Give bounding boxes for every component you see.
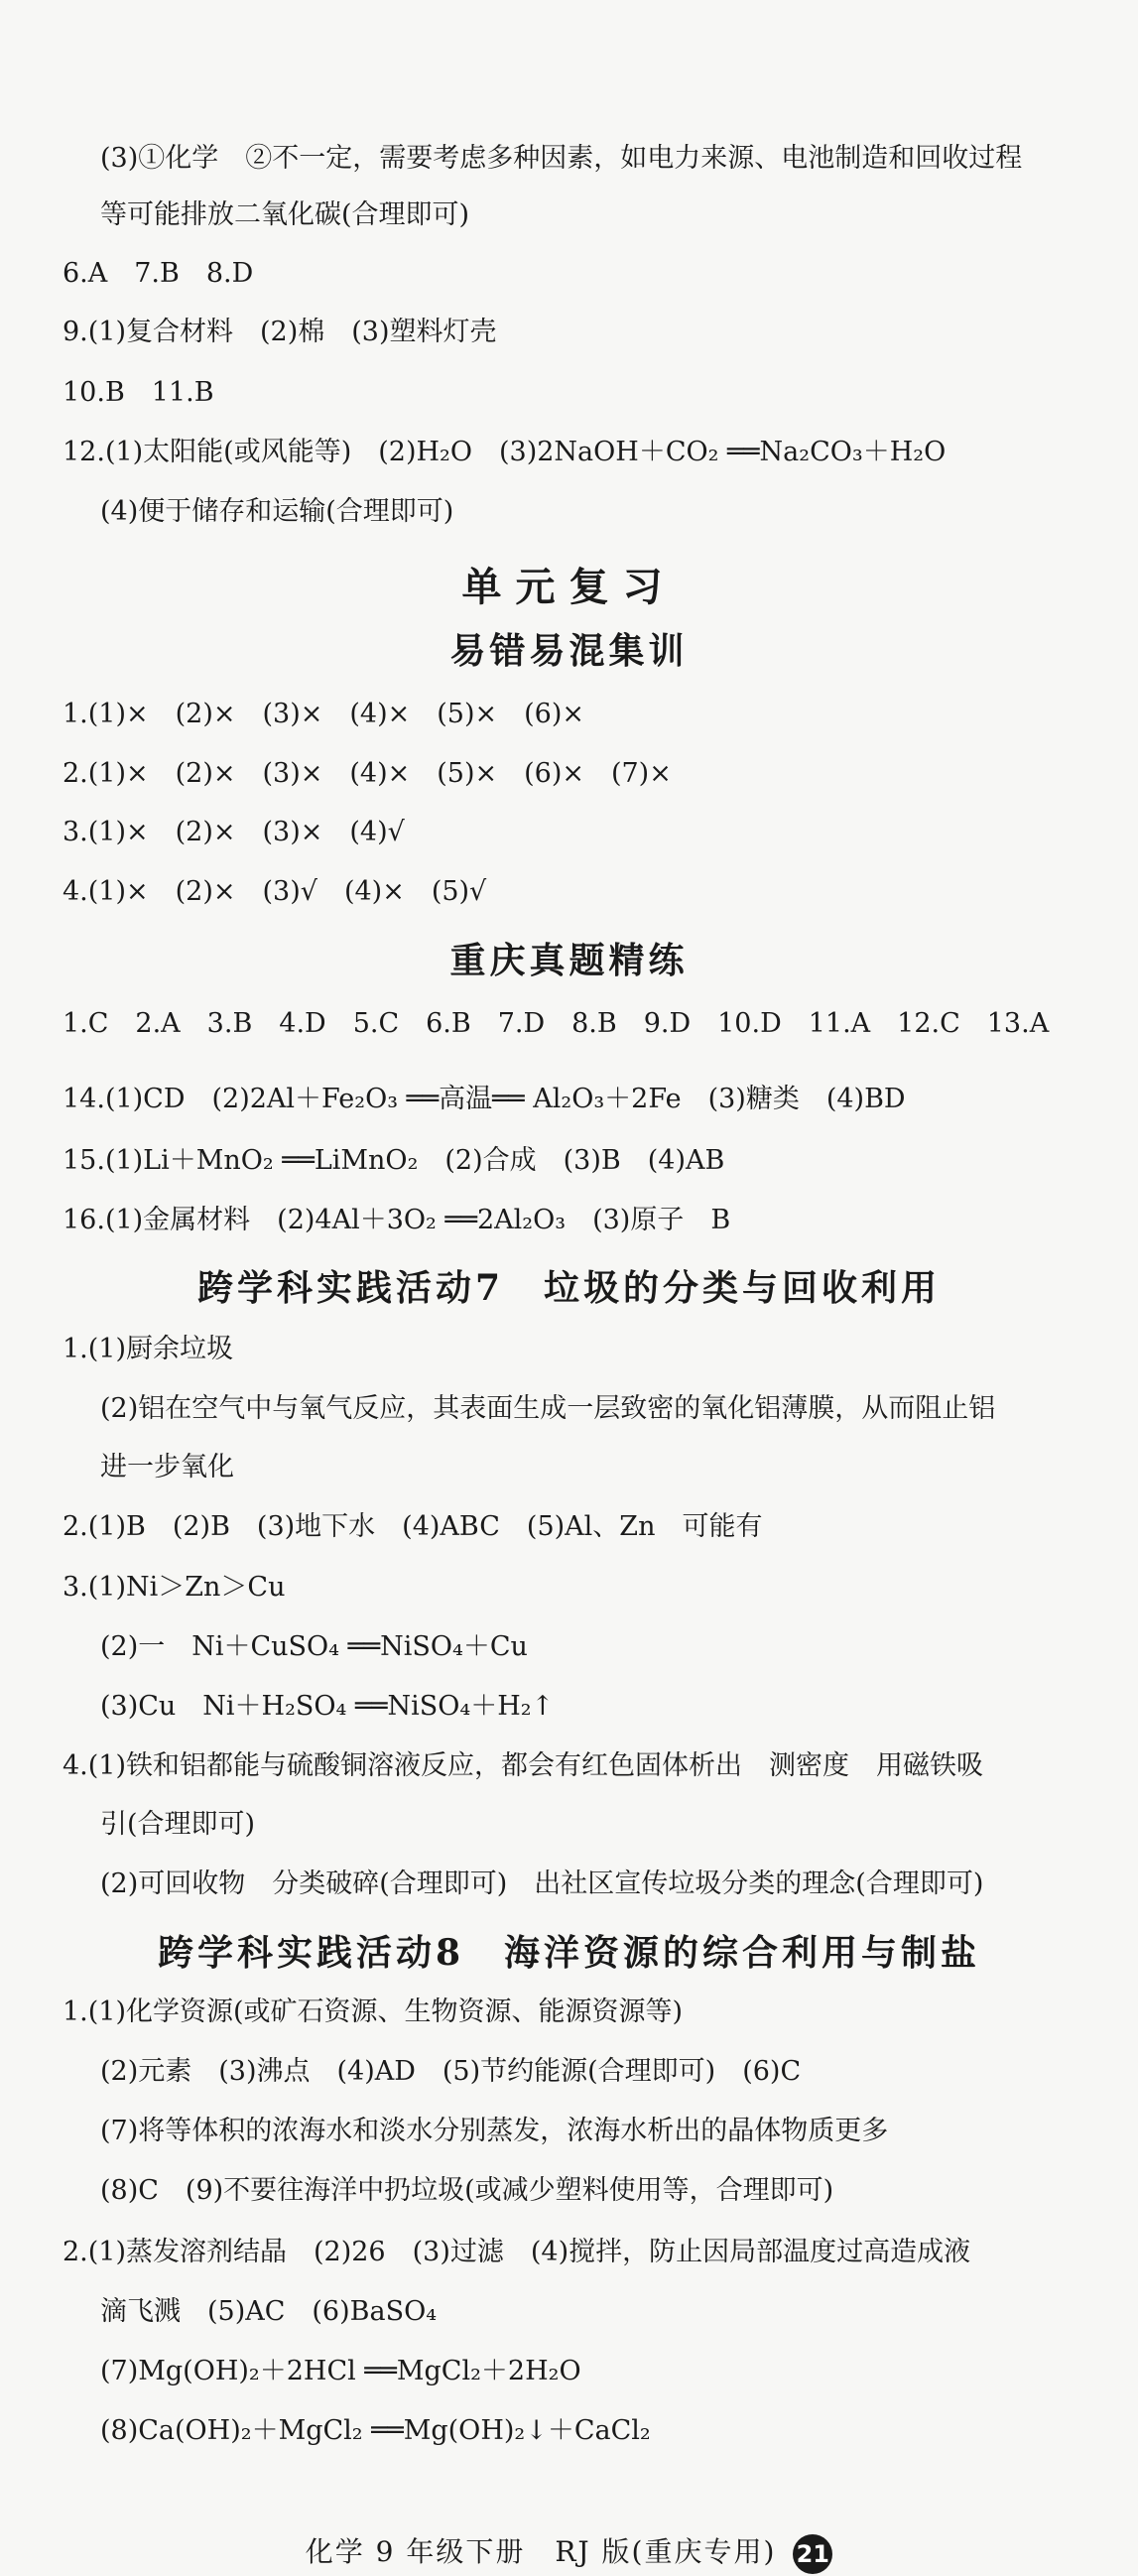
answer-line: (2)可回收物 分类破碎(合理即可) 出社区宣传垃圾分类的理念(合理即可): [100, 1868, 984, 1899]
answer-line: (2)铝在空气中与氧气反应，其表面生成一层致密的氧化铝薄膜，从而阻止铝: [100, 1393, 996, 1424]
answer-line: (8)C (9)不要往海洋中扔垃圾(或减少塑料使用等，合理即可): [100, 2175, 834, 2206]
answer-line: 15.(1)Li＋MnO₂ ══LiMnO₂ (2)合成 (3)B (4)AB: [63, 1145, 725, 1176]
answer-line: 2.(1)蒸发溶剂结晶 (2)26 (3)过滤 (4)搅拌，防止因局部温度过高造成液: [63, 2237, 971, 2267]
answer-line: 进一步氧化: [100, 1452, 234, 1482]
answer-line: 3.(1)Ni＞Zn＞Cu: [63, 1572, 286, 1603]
answer-line: 16.(1)金属材料 (2)4Al＋3O₂ ══2Al₂O₃ (3)原子 B: [63, 1205, 731, 1235]
section-heading: 单元复习: [461, 564, 677, 610]
section-heading: 跨学科实践活动7 垃圾的分类与回收利用: [196, 1267, 942, 1309]
answer-line: 12.(1)太阳能(或风能等) (2)H₂O (3)2NaOH＋CO₂ ══Na₂CO₃＋H₂O: [63, 437, 947, 467]
answer-line: (8)Ca(OH)₂＋MgCl₂ ══Mg(OH)₂↓＋CaCl₂: [100, 2415, 651, 2446]
answer-line: 4.(1)铁和铝都能与硫酸铜溶液反应，都会有红色固体析出 测密度 用磁铁吸: [63, 1750, 984, 1781]
answer-line: 9.(1)复合材料 (2)棉 (3)塑料灯壳: [63, 317, 497, 347]
answer-line: 等可能排放二氧化碳(合理即可): [100, 199, 470, 230]
answer-line: 10.B 11.B: [63, 377, 214, 408]
answer-line: 滴飞溅 (5)AC (6)BaSO₄: [100, 2296, 438, 2327]
page-number-badge: 21: [793, 2534, 832, 2574]
answer-line: 1.(1)化学资源(或矿石资源、生物资源、能源资源等): [63, 1996, 684, 2027]
answer-line: (4)便于储存和运输(合理即可): [100, 496, 454, 527]
answer-line: 14.(1)CD (2)2Al＋Fe₂O₃ ══高温══ Al₂O₃＋2Fe (3)糖类 (4)BD: [63, 1084, 906, 1114]
answer-line: 1.C 2.A 3.B 4.D 5.C 6.B 7.D 8.B 9.D 10.D 11.A 12.C 13.A: [63, 1008, 1050, 1039]
answer-line: (2)元素 (3)沸点 (4)AD (5)节约能源(合理即可) (6)C: [100, 2056, 802, 2087]
section-subheading: 重庆真题精练: [449, 940, 689, 981]
answer-line: 1.(1)× (2)× (3)× (4)× (5)× (6)×: [63, 699, 584, 729]
footer-text: 化学 9 年级下册 RJ 版(重庆专用): [305, 2535, 777, 2568]
section-subheading: 易错易混集训: [449, 630, 689, 672]
answer-line: (3)①化学 ②不一定，需要考虑多种因素，如电力来源、电池制造和回收过程: [100, 143, 1023, 174]
answer-line: 6.A 7.B 8.D: [63, 258, 254, 289]
answer-line: 引(合理即可): [100, 1809, 256, 1840]
answer-line: 2.(1)× (2)× (3)× (4)× (5)× (6)× (7)×: [63, 758, 672, 789]
answer-line: 1.(1)厨余垃圾: [63, 1334, 234, 1364]
answer-line: 2.(1)B (2)B (3)地下水 (4)ABC (5)Al、Zn 可能有: [63, 1511, 763, 1542]
section-heading: 跨学科实践活动8 海洋资源的综合利用与制盐: [157, 1932, 981, 1974]
answer-line: (2)一 Ni＋CuSO₄ ══NiSO₄＋Cu: [100, 1631, 528, 1662]
page-footer: [0, 2530, 1138, 2574]
answer-line: (7)将等体积的浓海水和淡水分别蒸发，浓海水析出的晶体物质更多: [100, 2116, 889, 2146]
answer-line: (3)Cu Ni＋H₂SO₄ ══NiSO₄＋H₂↑: [100, 1691, 555, 1722]
answer-line: 4.(1)× (2)× (3)√ (4)× (5)√: [63, 876, 487, 907]
answer-line: 3.(1)× (2)× (3)× (4)√: [63, 817, 405, 847]
answer-line: (7)Mg(OH)₂＋2HCl ══MgCl₂＋2H₂O: [100, 2356, 581, 2386]
